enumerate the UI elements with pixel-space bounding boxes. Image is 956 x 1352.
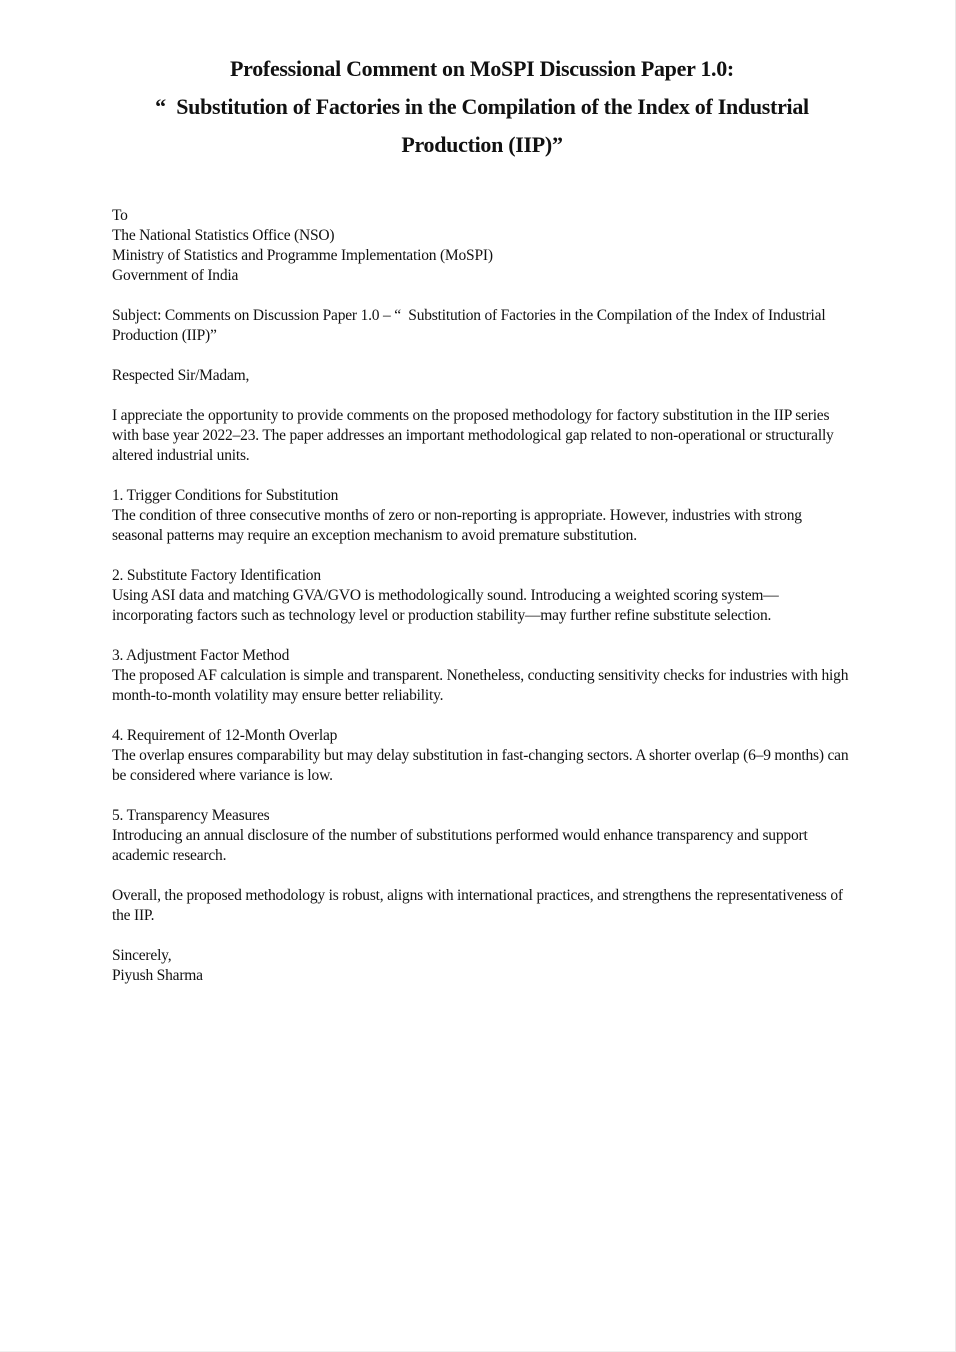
section-heading: 4. Requirement of 12-Month Overlap [112,727,338,744]
section-transparency-measures [112,806,852,866]
section-body: The overlap ensures comparability but may delay substitution in fast-changing sectors. A shorter overlap (6–9 months) can be considered where variance is low. [112,747,849,784]
section-heading: 2. Substitute Factory Identification [112,567,321,584]
section-body: The proposed AF calculation is simple and transparent. Nonetheless, conducting sensitivity checks for industries with high month-to-month volatility may ensure better reliability. [112,667,849,704]
recipient-block [112,206,850,286]
subject-line: Subject: Comments on Discussion Paper 1.0 – “ Substitution of Factories in the Compilation of the Index of Industrial Production (IIP)” [112,307,826,344]
document-title [112,50,852,164]
salutation: Respected Sir/Madam, [112,367,250,384]
document-title-line-1: Professional Comment on MoSPI Discussion Paper 1.0: [230,56,734,81]
section-heading: 5. Transparency Measures [112,807,270,824]
signature-block [112,946,850,986]
section-heading: 3. Adjustment Factor Method [112,647,290,664]
recipient-line: Government of India [112,267,239,284]
signoff: Sincerely, [112,947,172,964]
section-substitute-identification [112,566,852,626]
section-trigger-conditions [112,486,852,546]
section-adjustment-factor [112,646,852,706]
closing-paragraph: Overall, the proposed methodology is robust, aligns with international practices, and strengthens the representativeness of the IIP. [112,887,843,924]
to-label: To [112,207,128,224]
section-body: Using ASI data and matching GVA/GVO is methodologically sound. Introducing a weighted scoring system—incorporating factors such as technology level or production stability—may further refine substitute selection. [112,587,779,624]
spacer [112,286,852,306]
document-title-line-2: “ Substitution of Factories in the Compilation of the Index of Industrial Production (IIP)” [155,94,809,157]
section-body: The condition of three consecutive months of zero or non-reporting is appropriate. However, industries with strong seasonal patterns may require an exception mechanism to avoid premature substitution. [112,507,802,544]
recipient-line: The National Statistics Office (NSO) [112,227,335,244]
section-heading: 1. Trigger Conditions for Substitution [112,487,339,504]
recipient-line: Ministry of Statistics and Programme Implementation (MoSPI) [112,247,493,264]
signature-name: Piyush Sharma [112,967,203,984]
section-body: Introducing an annual disclosure of the number of substitutions performed would enhance transparency and support academic research. [112,827,808,864]
intro-paragraph: I appreciate the opportunity to provide comments on the proposed methodology for factory substitution in the IIP series with base year 2022–23. The paper addresses an important methodological gap related to non-operational or structurally altered industrial units. [112,407,834,464]
section-overlap-requirement [112,726,852,786]
